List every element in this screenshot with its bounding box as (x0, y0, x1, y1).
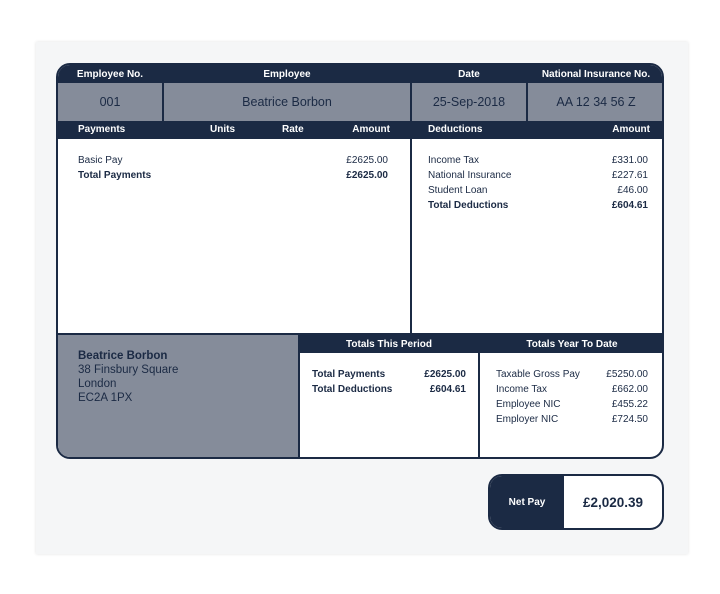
employee-address (58, 335, 298, 459)
payslip (56, 63, 664, 459)
total-deductions-amount: £604.61 (611, 200, 648, 211)
rate-header: Rate (282, 124, 304, 135)
total-payments-label: Total Payments (78, 170, 152, 181)
total-payments-amount: £2625.00 (346, 170, 388, 181)
totals-ytd-header: Totals Year To Date (480, 335, 664, 353)
divider (162, 65, 164, 121)
ytd-label: Income Tax (496, 384, 547, 395)
deduction-amount: £46.00 (617, 185, 648, 196)
deductions-amount-header: Amount (612, 124, 650, 135)
totals-period-header: Totals This Period (300, 335, 478, 353)
ytd-amount: £455.22 (611, 399, 648, 410)
employee-no-header: Employee No. (58, 65, 162, 83)
ni-value: AA 12 34 56 Z (528, 83, 664, 121)
address-line: London (78, 378, 117, 390)
payment-amount: £2625.00 (346, 155, 388, 166)
ytd-label: Taxable Gross Pay (496, 369, 580, 380)
deduction-label: Student Loan (428, 185, 488, 196)
total-deductions-label: Total Deductions (428, 200, 509, 211)
totals-period-amount: £604.61 (429, 384, 466, 395)
deduction-amount: £227.61 (611, 170, 648, 181)
employee-header: Employee (164, 65, 410, 83)
units-header: Units (210, 124, 235, 135)
net-pay-box (488, 474, 664, 530)
ytd-label: Employer NIC (496, 414, 559, 425)
divider (526, 65, 528, 121)
employee-no-value: 001 (58, 83, 162, 121)
divider (410, 121, 412, 333)
totals-period-label: Total Payments (312, 369, 386, 380)
address-line: 38 Finsbury Square (78, 364, 179, 376)
deduction-label: Income Tax (428, 155, 479, 166)
payment-label: Basic Pay (78, 155, 123, 166)
deductions-header: Deductions (428, 124, 483, 135)
date-value: 25-Sep-2018 (412, 83, 526, 121)
payments-amount-header: Amount (352, 124, 390, 135)
date-header: Date (412, 65, 526, 83)
totals-period-label: Total Deductions (312, 384, 393, 395)
totals-period-amount: £2625.00 (424, 369, 466, 380)
net-pay-label: Net Pay (490, 476, 564, 528)
ytd-amount: £662.00 (611, 384, 648, 395)
deduction-amount: £331.00 (611, 155, 648, 166)
divider (410, 65, 412, 121)
ni-header: National Insurance No. (528, 65, 664, 83)
address-name: Beatrice Borbon (78, 350, 168, 362)
payments-header: Payments (78, 124, 126, 135)
ytd-amount: £5250.00 (606, 369, 648, 380)
ytd-amount: £724.50 (611, 414, 648, 425)
employee-name-value: Beatrice Borbon (164, 83, 410, 121)
section-header-bar (58, 121, 664, 139)
payslip-sheet (36, 42, 688, 554)
address-line: EC2A 1PX (78, 392, 133, 404)
net-pay-value: £2,020.39 (582, 494, 644, 510)
ytd-label: Employee NIC (496, 399, 561, 410)
deduction-label: National Insurance (428, 170, 512, 181)
